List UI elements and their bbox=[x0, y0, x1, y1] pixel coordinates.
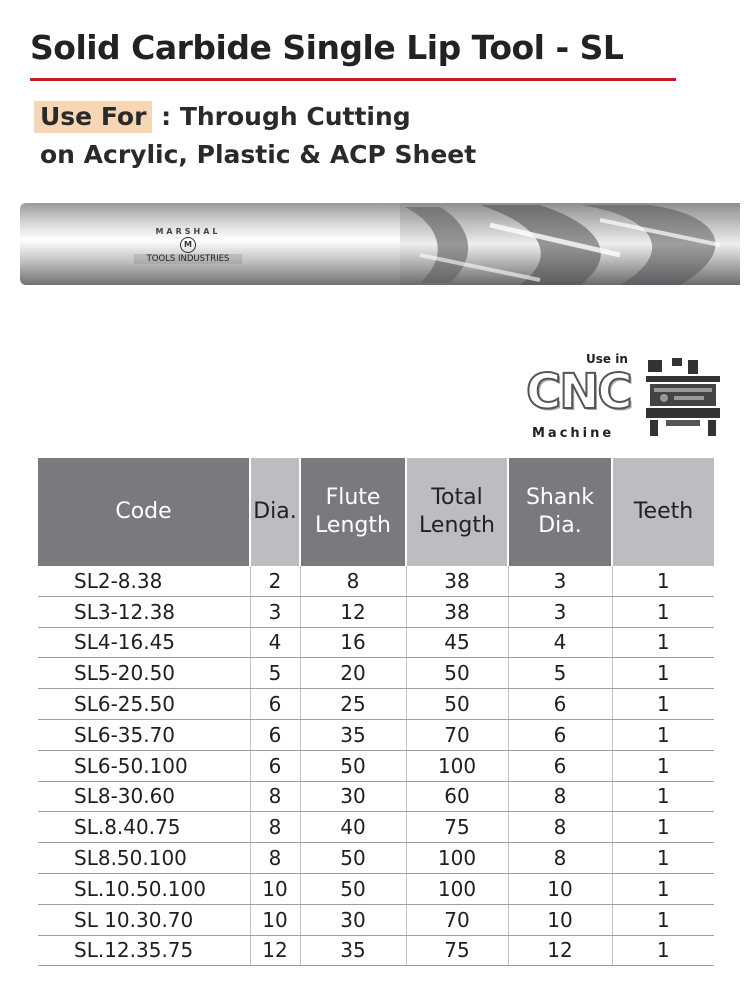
table-row bbox=[38, 812, 714, 843]
table-body bbox=[38, 566, 714, 966]
cell-shank-dia: 3 bbox=[508, 596, 612, 627]
col-header-total-length: Total Length bbox=[406, 458, 508, 566]
cell-teeth: 1 bbox=[612, 750, 714, 781]
cell-flute-length: 50 bbox=[300, 873, 406, 904]
table-row bbox=[38, 719, 714, 750]
cell-shank-dia: 4 bbox=[508, 627, 612, 658]
cell-total-length: 75 bbox=[406, 812, 508, 843]
logo-subtitle: TOOLS INDUSTRIES bbox=[134, 254, 242, 264]
cell-dia: 3 bbox=[250, 596, 300, 627]
spec-table bbox=[38, 458, 714, 966]
cell-shank-dia: 6 bbox=[508, 689, 612, 720]
cell-teeth: 1 bbox=[612, 596, 714, 627]
tool-image bbox=[20, 195, 740, 295]
logo-mark: M bbox=[180, 237, 196, 253]
cell-dia: 6 bbox=[250, 689, 300, 720]
cell-teeth: 1 bbox=[612, 658, 714, 689]
cnc-word: CNC bbox=[526, 364, 631, 420]
cell-teeth: 1 bbox=[612, 689, 714, 720]
cell-total-length: 38 bbox=[406, 566, 508, 596]
cell-code: SL6-35.70 bbox=[38, 719, 250, 750]
cell-shank-dia: 6 bbox=[508, 750, 612, 781]
table-row bbox=[38, 843, 714, 874]
table-row bbox=[38, 566, 714, 596]
cell-code: SL4-16.45 bbox=[38, 627, 250, 658]
cell-dia: 4 bbox=[250, 627, 300, 658]
cell-total-length: 70 bbox=[406, 904, 508, 935]
cell-shank-dia: 10 bbox=[508, 904, 612, 935]
cell-total-length: 70 bbox=[406, 719, 508, 750]
cell-teeth: 1 bbox=[612, 873, 714, 904]
page-title: Solid Carbide Single Lip Tool - SL bbox=[30, 28, 624, 67]
cell-shank-dia: 12 bbox=[508, 935, 612, 966]
cell-code: SL5-20.50 bbox=[38, 658, 250, 689]
cell-teeth: 1 bbox=[612, 904, 714, 935]
use-for-text: : Through Cutting bbox=[152, 102, 411, 131]
cell-code: SL3-12.38 bbox=[38, 596, 250, 627]
cell-teeth: 1 bbox=[612, 627, 714, 658]
table-row bbox=[38, 658, 714, 689]
cell-flute-length: 12 bbox=[300, 596, 406, 627]
cell-code: SL2-8.38 bbox=[38, 566, 250, 596]
cell-dia: 12 bbox=[250, 935, 300, 966]
cell-dia: 2 bbox=[250, 566, 300, 596]
cell-total-length: 100 bbox=[406, 843, 508, 874]
cell-dia: 8 bbox=[250, 812, 300, 843]
table-row bbox=[38, 689, 714, 720]
use-for-label: Use For bbox=[34, 101, 152, 133]
table-header-row bbox=[38, 458, 714, 566]
cell-flute-length: 50 bbox=[300, 750, 406, 781]
cell-flute-length: 35 bbox=[300, 935, 406, 966]
cell-total-length: 50 bbox=[406, 658, 508, 689]
cell-code: SL6-25.50 bbox=[38, 689, 250, 720]
cell-shank-dia: 6 bbox=[508, 719, 612, 750]
cnc-badge bbox=[526, 350, 726, 445]
cell-teeth: 1 bbox=[612, 781, 714, 812]
cell-flute-length: 20 bbox=[300, 658, 406, 689]
table-row bbox=[38, 873, 714, 904]
cell-flute-length: 35 bbox=[300, 719, 406, 750]
cell-code: SL8-30.60 bbox=[38, 781, 250, 812]
cell-teeth: 1 bbox=[612, 812, 714, 843]
cell-shank-dia: 10 bbox=[508, 873, 612, 904]
cell-flute-length: 30 bbox=[300, 781, 406, 812]
cnc-machine-label: Machine bbox=[532, 426, 615, 441]
table-row bbox=[38, 750, 714, 781]
cell-shank-dia: 8 bbox=[508, 843, 612, 874]
cell-teeth: 1 bbox=[612, 719, 714, 750]
cell-dia: 6 bbox=[250, 719, 300, 750]
use-for-text-line2: on Acrylic, Plastic & ACP Sheet bbox=[40, 140, 477, 169]
cell-shank-dia: 5 bbox=[508, 658, 612, 689]
brand-logo bbox=[138, 223, 238, 271]
use-for-line bbox=[34, 102, 411, 131]
col-header-code: Code bbox=[38, 458, 250, 566]
cell-total-length: 50 bbox=[406, 689, 508, 720]
cell-code: SL 10.30.70 bbox=[38, 904, 250, 935]
cell-shank-dia: 3 bbox=[508, 566, 612, 596]
cell-flute-length: 40 bbox=[300, 812, 406, 843]
table-row bbox=[38, 935, 714, 966]
cell-shank-dia: 8 bbox=[508, 812, 612, 843]
cell-flute-length: 16 bbox=[300, 627, 406, 658]
cell-code: SL8.50.100 bbox=[38, 843, 250, 874]
cell-flute-length: 8 bbox=[300, 566, 406, 596]
cell-total-length: 75 bbox=[406, 935, 508, 966]
cell-teeth: 1 bbox=[612, 843, 714, 874]
table-row bbox=[38, 627, 714, 658]
cell-code: SL.10.50.100 bbox=[38, 873, 250, 904]
cell-total-length: 100 bbox=[406, 873, 508, 904]
cell-dia: 5 bbox=[250, 658, 300, 689]
cell-flute-length: 30 bbox=[300, 904, 406, 935]
cell-dia: 6 bbox=[250, 750, 300, 781]
cell-total-length: 38 bbox=[406, 596, 508, 627]
cell-shank-dia: 8 bbox=[508, 781, 612, 812]
table-row bbox=[38, 596, 714, 627]
cell-code: SL.12.35.75 bbox=[38, 935, 250, 966]
col-header-shank-dia: Shank Dia. bbox=[508, 458, 612, 566]
cell-dia: 8 bbox=[250, 843, 300, 874]
cell-teeth: 1 bbox=[612, 935, 714, 966]
cell-dia: 10 bbox=[250, 873, 300, 904]
cell-code: SL.8.40.75 bbox=[38, 812, 250, 843]
cell-flute-length: 50 bbox=[300, 843, 406, 874]
cell-dia: 8 bbox=[250, 781, 300, 812]
cell-total-length: 60 bbox=[406, 781, 508, 812]
cnc-use-in: Use in bbox=[586, 352, 628, 366]
col-header-teeth: Teeth bbox=[612, 458, 714, 566]
cell-total-length: 100 bbox=[406, 750, 508, 781]
cell-flute-length: 25 bbox=[300, 689, 406, 720]
col-header-flute-length: Flute Length bbox=[300, 458, 406, 566]
title-underline bbox=[30, 78, 676, 81]
cnc-machine-icon bbox=[644, 356, 722, 438]
col-header-dia: Dia. bbox=[250, 458, 300, 566]
single-lip-tool-illustration bbox=[20, 195, 740, 295]
table-row bbox=[38, 781, 714, 812]
logo-brand: MARSHAL bbox=[155, 227, 221, 236]
table-row bbox=[38, 904, 714, 935]
cell-code: SL6-50.100 bbox=[38, 750, 250, 781]
cell-teeth: 1 bbox=[612, 566, 714, 596]
cell-total-length: 45 bbox=[406, 627, 508, 658]
cell-dia: 10 bbox=[250, 904, 300, 935]
